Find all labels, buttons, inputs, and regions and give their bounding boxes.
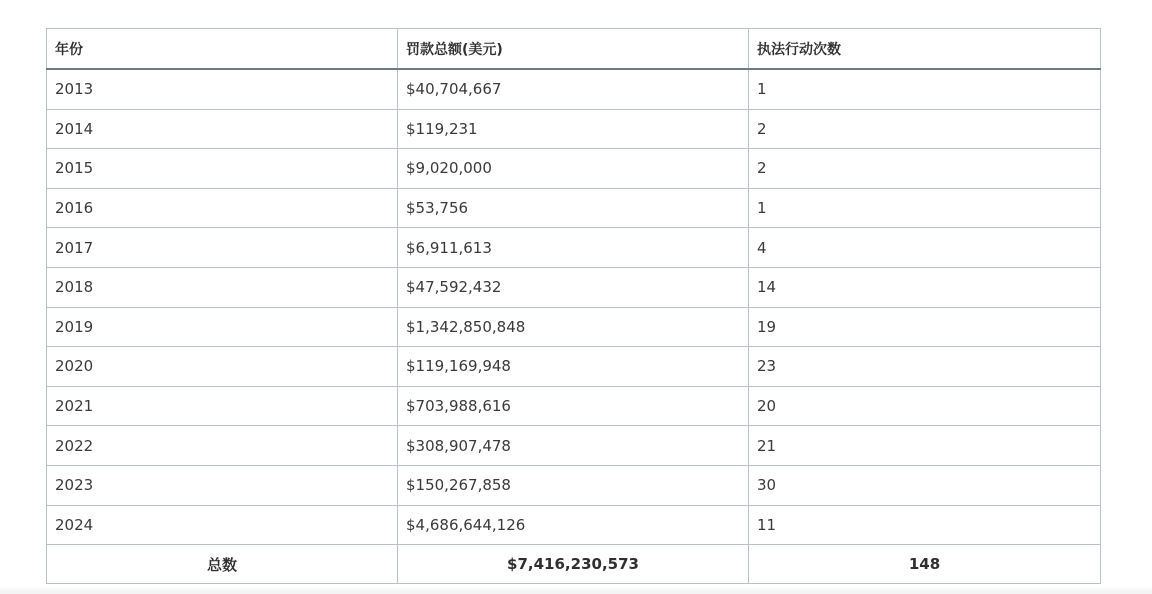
- fines-cell: $40,704,667: [398, 69, 749, 109]
- fines-cell: $1,342,850,848: [398, 307, 749, 347]
- fines-cell: $47,592,432: [398, 267, 749, 307]
- actions-cell: 11: [749, 505, 1101, 545]
- table-row: [47, 228, 1101, 268]
- fines-cell: $4,686,644,126: [398, 505, 749, 545]
- fines-table: [46, 28, 1101, 584]
- header-fines: 罚款总额(美元): [398, 29, 749, 70]
- table-header-row: [47, 29, 1101, 70]
- table-row: [47, 505, 1101, 545]
- fines-cell: $119,169,948: [398, 347, 749, 387]
- actions-cell: 1: [749, 188, 1101, 228]
- year-cell: 2014: [47, 109, 398, 149]
- table-row: [47, 426, 1101, 466]
- fines-cell: $53,756: [398, 188, 749, 228]
- table-row: [47, 69, 1101, 109]
- actions-cell: 19: [749, 307, 1101, 347]
- year-cell: 2021: [47, 386, 398, 426]
- actions-cell: 2: [749, 149, 1101, 189]
- year-cell: 2013: [47, 69, 398, 109]
- fines-cell: $703,988,616: [398, 386, 749, 426]
- header-actions: 执法行动次数: [749, 29, 1101, 70]
- table-row: [47, 386, 1101, 426]
- fines-cell: $119,231: [398, 109, 749, 149]
- actions-cell: 20: [749, 386, 1101, 426]
- bottom-edge-shade: [0, 586, 1152, 594]
- table-row: [47, 267, 1101, 307]
- table-row: [47, 347, 1101, 387]
- total-fines: $7,416,230,573: [398, 545, 749, 584]
- table-row: [47, 188, 1101, 228]
- table-row: [47, 109, 1101, 149]
- actions-cell: 14: [749, 267, 1101, 307]
- fines-cell: $308,907,478: [398, 426, 749, 466]
- table-row: [47, 149, 1101, 189]
- total-row: [47, 545, 1101, 584]
- total-actions: 148: [749, 545, 1101, 584]
- actions-cell: 4: [749, 228, 1101, 268]
- year-cell: 2022: [47, 426, 398, 466]
- fines-cell: $6,911,613: [398, 228, 749, 268]
- actions-cell: 2: [749, 109, 1101, 149]
- actions-cell: 30: [749, 465, 1101, 505]
- year-cell: 2017: [47, 228, 398, 268]
- year-cell: 2015: [47, 149, 398, 189]
- year-cell: 2023: [47, 465, 398, 505]
- header-year: 年份: [47, 29, 398, 70]
- actions-cell: 23: [749, 347, 1101, 387]
- year-cell: 2016: [47, 188, 398, 228]
- year-cell: 2024: [47, 505, 398, 545]
- table-row: [47, 465, 1101, 505]
- year-cell: 2018: [47, 267, 398, 307]
- table-row: [47, 307, 1101, 347]
- actions-cell: 21: [749, 426, 1101, 466]
- actions-cell: 1: [749, 69, 1101, 109]
- year-cell: 2019: [47, 307, 398, 347]
- total-label: 总数: [47, 545, 398, 584]
- fines-cell: $150,267,858: [398, 465, 749, 505]
- fines-table-container: [46, 28, 1100, 584]
- year-cell: 2020: [47, 347, 398, 387]
- fines-cell: $9,020,000: [398, 149, 749, 189]
